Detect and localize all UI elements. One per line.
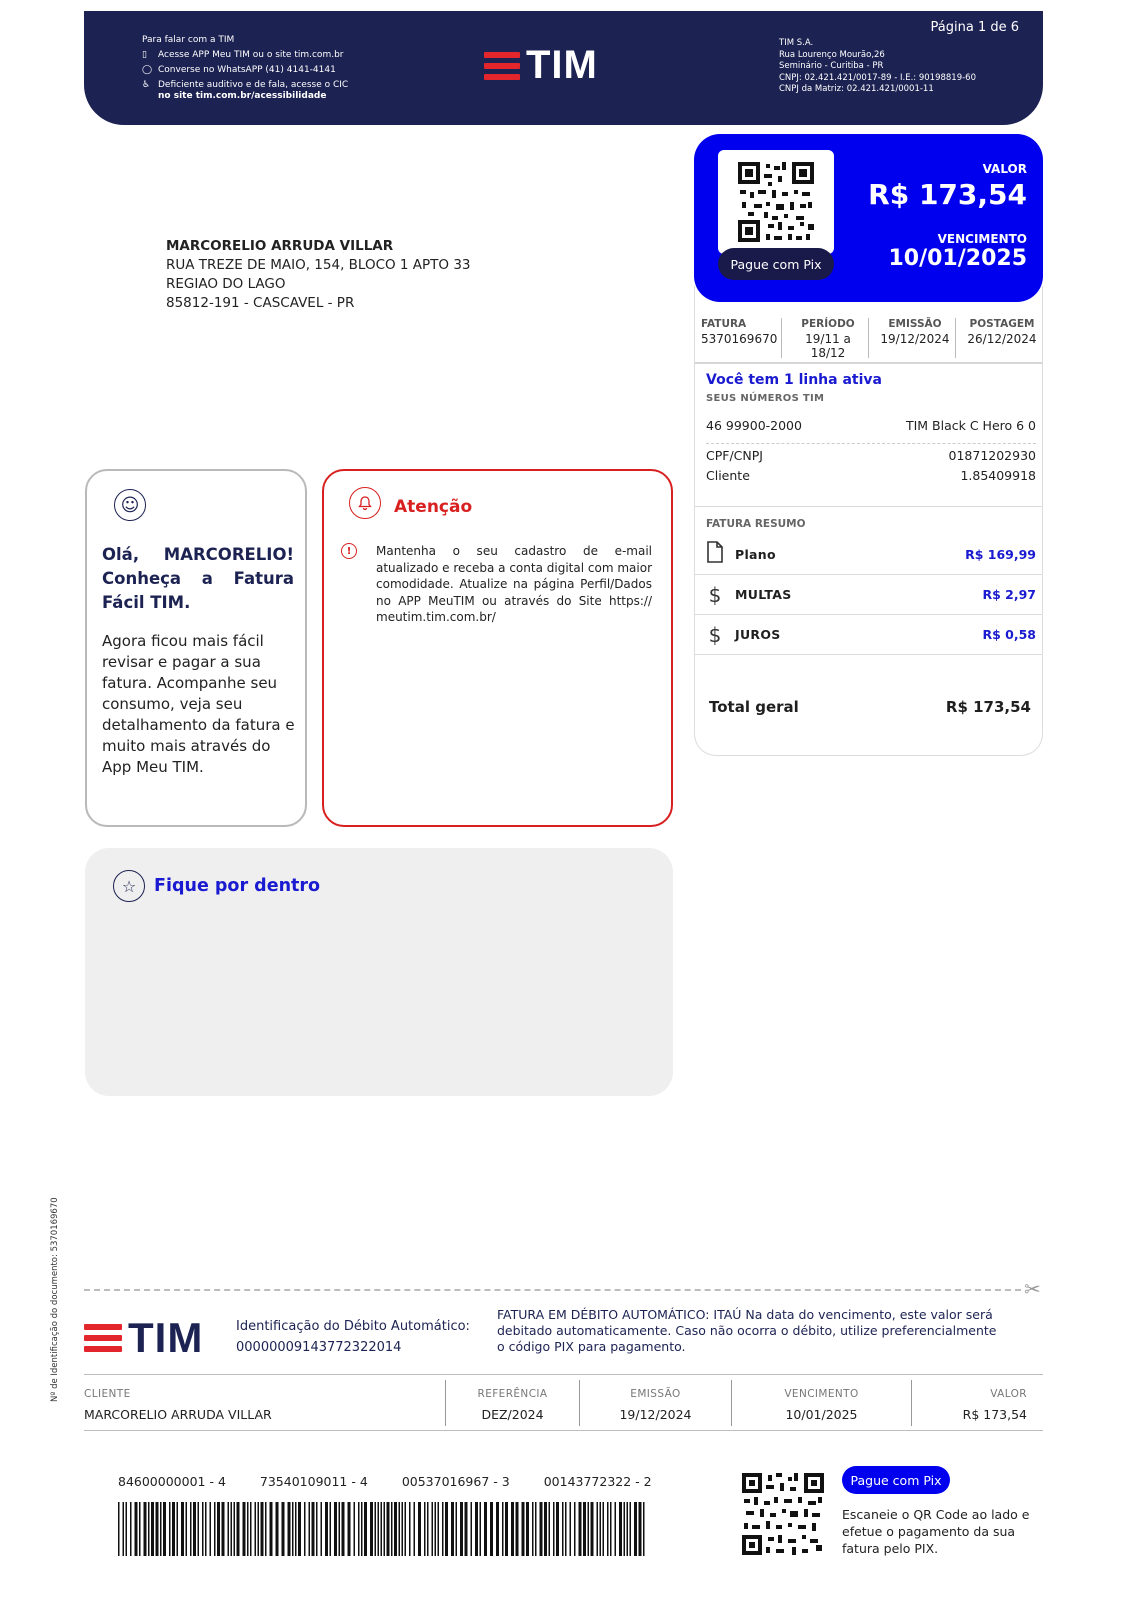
barcode-bar — [130, 1502, 132, 1556]
attention-box — [322, 469, 673, 827]
document-icon — [695, 541, 735, 568]
valor-amount: R$ 173,54 — [868, 178, 1027, 211]
barcode-bar — [516, 1502, 519, 1556]
barcode-bar — [496, 1502, 499, 1556]
barcode-bar — [237, 1502, 240, 1556]
barcode-bar — [391, 1502, 393, 1556]
phone-number: 46 99900-2000 — [706, 418, 802, 433]
barcode-bar — [177, 1502, 179, 1556]
barcode-bar — [475, 1502, 478, 1556]
barcode-bar — [471, 1502, 473, 1556]
whatsapp-icon: ◯ — [142, 65, 153, 75]
barcode-bar — [634, 1502, 637, 1556]
scissors-icon: ✂ — [1024, 1277, 1041, 1301]
bell-icon — [349, 487, 381, 519]
welcome-box — [85, 469, 307, 827]
barcode-bar — [151, 1502, 154, 1556]
total-label: Total geral — [709, 698, 799, 716]
barcode-bar — [210, 1502, 212, 1556]
barcode-bar — [265, 1502, 267, 1556]
footer-col-valor: VALOR R$ 173,54 — [962, 1388, 1027, 1422]
barcode-bar — [228, 1502, 230, 1556]
meta-emissao: EMISSÃO 19/12/2024 — [869, 318, 956, 358]
footer-summary-table — [84, 1380, 1043, 1430]
barcode-bar — [354, 1502, 356, 1556]
barcode-bar — [135, 1502, 138, 1556]
recipient-address — [166, 237, 471, 313]
barcode-bar — [190, 1502, 192, 1556]
total-value: R$ 173,54 — [945, 698, 1031, 716]
barcode-bar — [247, 1502, 249, 1556]
contact-line: Converse no WhatsAPP (41) 4141-4141 — [158, 65, 336, 75]
barcode-bar — [334, 1502, 337, 1556]
barcode-bar — [156, 1502, 159, 1556]
phone-line-row — [706, 418, 1036, 433]
barcode-bar — [540, 1502, 543, 1556]
resumo-item-label: JUROS — [735, 627, 781, 642]
barcode-bar — [250, 1502, 252, 1556]
barcode-bar — [214, 1502, 216, 1556]
barcode-bar — [442, 1502, 444, 1556]
barcode-bar — [630, 1502, 632, 1556]
code-segment: 73540109011 - 4 — [259, 1474, 368, 1489]
barcode-bar — [619, 1502, 622, 1556]
customer-ids — [706, 446, 1036, 486]
resumo-item-amount: R$ 2,97 — [982, 587, 1036, 602]
code-segment: 00537016967 - 3 — [401, 1474, 510, 1489]
barcode-bar — [339, 1502, 341, 1556]
meta-fatura: FATURA 5370169670 — [695, 318, 782, 358]
barcode-bar — [123, 1502, 125, 1556]
barcode-bar — [342, 1502, 345, 1556]
barcode-bar — [198, 1502, 200, 1556]
barcode-bar — [445, 1502, 448, 1556]
barcode-bar — [163, 1502, 166, 1556]
vencimento-label: VENCIMENTO — [937, 232, 1027, 246]
barcode-bar — [172, 1502, 175, 1556]
pix-instructions: Escaneie o QR Code ao lado e efetue o pagamento da sua fatura pelo PIX. — [842, 1507, 1030, 1556]
debito-label: Identificação do Débito Automático: — [236, 1319, 470, 1334]
barcode-bar — [270, 1502, 273, 1556]
barcode-bar — [418, 1502, 421, 1556]
barcode-bar — [330, 1502, 332, 1556]
debito-id — [236, 1316, 470, 1358]
contact-title: Para falar com a TIM — [142, 35, 235, 45]
footer-col-emissao: EMISSÃO 19/12/2024 — [580, 1380, 732, 1426]
barcode-bar — [394, 1502, 397, 1556]
barcode-bar — [258, 1502, 260, 1556]
barcode-bar — [222, 1502, 225, 1556]
resumo-item — [695, 615, 1042, 655]
barcode-bar — [309, 1502, 311, 1556]
barcode-bar — [505, 1502, 508, 1556]
barcode-bar — [480, 1502, 482, 1556]
barcode-bar — [276, 1502, 279, 1556]
barcode-bar — [402, 1502, 404, 1556]
plan-name: TIM Black C Hero 6 0 — [905, 418, 1036, 433]
barcode-bar — [298, 1502, 301, 1556]
active-lines-title: Você tem 1 linha ativa — [706, 372, 882, 388]
tim-logo-stripes — [84, 1324, 122, 1352]
barcode-bar — [624, 1502, 626, 1556]
barcode-bar — [544, 1502, 547, 1556]
barcode-bar — [583, 1502, 586, 1556]
barcode-bar — [643, 1502, 645, 1556]
address-line: RUA TREZE DE MAIO, 154, BLOCO 1 APTO 33 — [166, 257, 471, 273]
barcode-bar — [288, 1502, 291, 1556]
contact-sub: no site tim.com.br/acessibilidade — [158, 91, 327, 101]
barcode-bar — [607, 1502, 609, 1556]
cliente-label: Cliente — [706, 468, 750, 483]
barcode-bar — [186, 1502, 188, 1556]
total-row — [709, 698, 1031, 716]
page-number: Página 1 de 6 — [930, 20, 1019, 35]
contact-line: Deficiente auditivo e de fala, acesse o CIC — [158, 80, 349, 90]
invoice-meta — [695, 318, 1042, 358]
header-banner — [84, 11, 1043, 125]
boleto-code-line — [118, 1474, 658, 1489]
barcode-bar — [282, 1502, 285, 1556]
barcode-bar — [384, 1502, 386, 1556]
payment-box — [694, 134, 1043, 302]
barcode-bar — [312, 1502, 315, 1556]
barcode-bar — [435, 1502, 437, 1556]
dollar-icon: $ — [708, 622, 722, 647]
barcode-bar — [565, 1502, 567, 1556]
barcode-bar — [255, 1502, 257, 1556]
barcode-bar — [424, 1502, 426, 1556]
news-box — [85, 848, 673, 1096]
barcode-bar — [451, 1502, 454, 1556]
pague-com-pix-button[interactable]: Pague com Pix — [718, 248, 834, 280]
barcode-bar — [243, 1502, 246, 1556]
company-line: Rua Lourenço Mourão,26 — [779, 49, 885, 60]
numbers-subtitle: SEUS NÚMEROS TIM — [706, 393, 825, 404]
barcode-bar — [193, 1502, 196, 1556]
barcode-bar — [553, 1502, 555, 1556]
cpf-value: 01871202930 — [948, 448, 1036, 463]
company-line: Seminário - Curitiba - PR — [779, 61, 884, 71]
barcode-bar — [148, 1502, 150, 1556]
star-icon: ☆ — [113, 870, 145, 902]
attention-body: Mantenha o seu cadastro de e-mail atualizado e receba a conta digital com maior comodidade. Atualize na página Perfil/Dados no APP MeuTIM ou através do Site https:// meutim.tim.com.br/ — [376, 544, 652, 624]
barcode-bar — [591, 1502, 594, 1556]
accessibility-icon: ♿ — [142, 80, 151, 90]
barcode-bar — [358, 1502, 360, 1556]
address-line: REGIAO DO LAGO — [166, 276, 286, 292]
resumo-item-label: MULTAS — [735, 587, 792, 602]
code-segment: 00143772322 - 2 — [543, 1474, 652, 1489]
barcode-bar — [460, 1502, 463, 1556]
barcode-bar — [292, 1502, 294, 1556]
tim-logo-text: TIM — [128, 1314, 204, 1361]
barcode-bar — [325, 1502, 328, 1556]
barcode-bar — [169, 1502, 171, 1556]
valor-label: VALOR — [982, 162, 1027, 176]
meta-postagem: POSTAGEM 26/12/2024 — [967, 318, 1037, 346]
barcode-bar — [615, 1502, 617, 1556]
company-line: CNPJ: 02.421.421/0017-89 - I.E.: 90198819-60 — [779, 72, 977, 83]
barcode-bar — [603, 1502, 605, 1556]
barcode-bar — [304, 1502, 306, 1556]
welcome-title: Olá, MARCORELIO! Conheça a Fatura Fácil TIM. — [102, 545, 294, 612]
company-line: TIM S.A. — [779, 38, 814, 48]
welcome-body: Agora ficou mais fácil revisar e pagar a sua fatura. Acompanhe seu consumo, veja seu detalhamento da fatura e muito mais através do App Meu TIM. — [102, 632, 295, 776]
barcode-bar — [627, 1502, 629, 1556]
barcode-bar — [361, 1502, 363, 1556]
barcode-bar — [261, 1502, 264, 1556]
barcode-bar — [456, 1502, 458, 1556]
barcode-bar — [502, 1502, 504, 1556]
meta-periodo: PERÍODO 19/11 a 18/12 — [782, 318, 869, 358]
barcode-bar — [639, 1502, 642, 1556]
invoice-summary-card — [694, 286, 1043, 756]
footer-col-vencimento: VENCIMENTO 10/01/2025 — [732, 1380, 912, 1426]
barcode-bar — [549, 1502, 551, 1556]
barcode-bar — [370, 1502, 373, 1556]
alert-icon: ! — [341, 543, 357, 559]
barcode-bar — [217, 1502, 220, 1556]
debito-value: 00000009143772322014 — [236, 1340, 402, 1355]
divider — [706, 443, 1036, 444]
document-id-vertical: Nº de Identificação do documento: 5370169670 — [50, 1197, 60, 1402]
barcode-bar — [231, 1502, 233, 1556]
barcode-bar — [465, 1502, 468, 1556]
barcode — [118, 1502, 648, 1556]
tim-logo-stripes — [484, 52, 520, 80]
tim-logo-footer — [84, 1314, 203, 1362]
divider — [695, 362, 1042, 364]
barcode-bar — [556, 1502, 559, 1556]
phone-icon: ▯ — [142, 50, 147, 60]
pix-qr-code[interactable] — [718, 150, 834, 254]
footer-col-referencia: REFERÊNCIA DEZ/2024 — [446, 1380, 580, 1426]
barcode-bar — [570, 1502, 572, 1556]
barcode-bar — [432, 1502, 434, 1556]
contact-line: Acesse APP Meu TIM ou o site tim.com.br — [158, 50, 344, 60]
resumo-item-amount: R$ 169,99 — [965, 547, 1036, 562]
barcode-bar — [378, 1502, 380, 1556]
barcode-bar — [144, 1502, 147, 1556]
barcode-bar — [484, 1502, 487, 1556]
pix-qr-code-footer[interactable] — [742, 1473, 824, 1555]
barcode-bar — [579, 1502, 582, 1556]
resumo-item-amount: R$ 0,58 — [982, 627, 1036, 642]
barcode-bar — [438, 1502, 440, 1556]
barcode-bar — [202, 1502, 204, 1556]
tim-logo-text: TIM — [526, 43, 598, 87]
barcode-bar — [118, 1502, 120, 1556]
barcode-bar — [597, 1502, 599, 1556]
divider — [84, 1430, 1043, 1431]
recipient-name: MARCORELIO ARRUDA VILLAR — [166, 238, 394, 254]
contact-info — [142, 33, 348, 104]
barcode-bar — [522, 1502, 525, 1556]
resumo-item-label: Plano — [735, 547, 776, 562]
barcode-bar — [405, 1502, 407, 1556]
barcode-bar — [205, 1502, 207, 1556]
smile-icon: ☺ — [114, 489, 146, 521]
barcode-bar — [532, 1502, 534, 1556]
barcode-bar — [295, 1502, 297, 1556]
cpf-label: CPF/CNPJ — [706, 448, 763, 463]
barcode-bar — [160, 1502, 162, 1556]
barcode-bar — [610, 1502, 612, 1556]
barcode-bar — [588, 1502, 590, 1556]
barcode-bar — [387, 1502, 390, 1556]
resumo-item — [695, 575, 1042, 615]
qr-code-icon — [742, 1473, 824, 1555]
barcode-bar — [316, 1502, 318, 1556]
barcode-bar — [364, 1502, 367, 1556]
barcode-bar — [535, 1502, 537, 1556]
barcode-bar — [381, 1502, 383, 1556]
qr-code-icon — [718, 150, 834, 254]
barcode-bar — [409, 1502, 411, 1556]
barcode-bar — [321, 1502, 323, 1556]
resumo-item — [695, 535, 1042, 575]
company-info — [779, 38, 976, 96]
barcode-bar — [139, 1502, 141, 1556]
barcode-bar — [600, 1502, 602, 1556]
divider — [84, 1374, 1043, 1375]
barcode-bar — [562, 1502, 564, 1556]
address-line: 85812-191 - CASCAVEL - PR — [166, 295, 355, 311]
barcode-bar — [348, 1502, 351, 1556]
barcode-bar — [511, 1502, 514, 1556]
barcode-bar — [490, 1502, 493, 1556]
resumo-title: FATURA RESUMO — [706, 518, 806, 530]
dollar-icon: $ — [708, 582, 722, 607]
tim-logo — [484, 43, 598, 88]
barcode-bar — [234, 1502, 236, 1556]
cliente-value: 1.85409918 — [960, 468, 1036, 483]
barcode-bar — [399, 1502, 401, 1556]
barcode-bar — [574, 1502, 576, 1556]
barcode-bar — [126, 1502, 128, 1556]
barcode-bar — [414, 1502, 416, 1556]
barcode-bar — [427, 1502, 429, 1556]
code-segment: 84600000001 - 4 — [118, 1474, 226, 1489]
auto-debit-notice: FATURA EM DÉBITO AUTOMÁTICO: ITAÚ Na data do vencimento, este valor será debitado automaticamente. Caso não ocorra o débito, utilize preferencialmente o código PIX para pagamento. — [497, 1307, 997, 1354]
pague-com-pix-button[interactable]: Pague com Pix — [842, 1466, 950, 1494]
attention-title: Atenção — [394, 497, 473, 517]
footer-col-cliente: CLIENTE MARCORELIO ARRUDA VILLAR — [84, 1380, 446, 1426]
barcode-bar — [181, 1502, 184, 1556]
cut-line — [84, 1289, 1021, 1291]
company-line: CNPJ da Matriz: 02.421.421/0001-11 — [779, 84, 934, 94]
news-title: Fique por dentro — [154, 876, 321, 896]
vencimento-date: 10/01/2025 — [888, 246, 1027, 271]
barcode-bar — [375, 1502, 377, 1556]
barcode-bar — [526, 1502, 529, 1556]
divider — [695, 506, 1042, 507]
